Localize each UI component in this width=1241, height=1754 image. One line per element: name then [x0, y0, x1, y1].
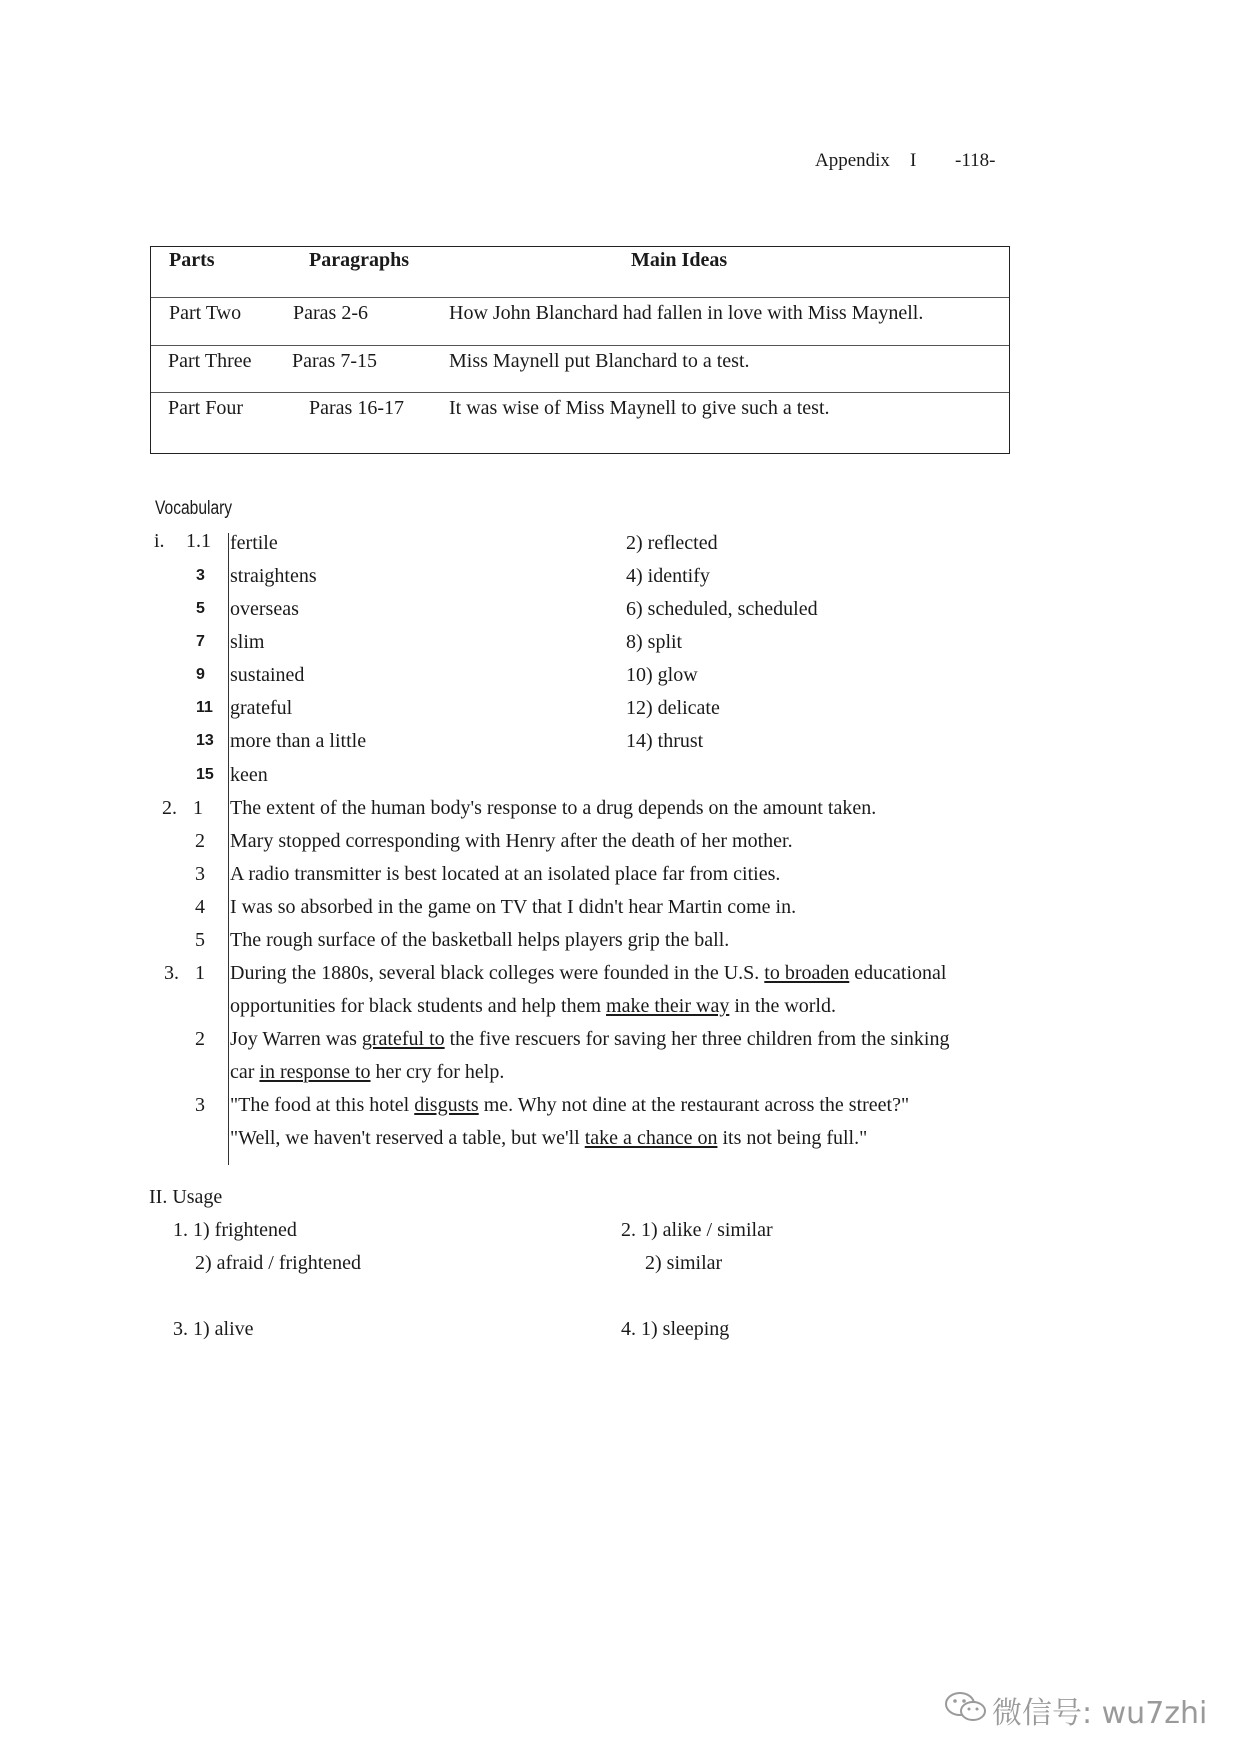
- table-cell-idea: Miss Maynell put Blanchard to a test.: [449, 350, 750, 372]
- sentence-text: The rough surface of the basketball helps players grip the ball.: [230, 929, 730, 951]
- vocabulary-title: Vocabulary: [155, 498, 233, 519]
- vocab-answer: overseas: [230, 598, 299, 620]
- header-section: Appendix: [815, 150, 890, 171]
- underlined-phrase: make their way: [606, 995, 730, 1017]
- main-ideas-table: [150, 246, 1010, 454]
- table-cell-paras: Paras 16-17: [309, 397, 404, 419]
- wechat-icon: [943, 1690, 989, 1724]
- vocab-section-label: 3.: [164, 962, 179, 984]
- vocab-answer: grateful: [230, 697, 293, 719]
- table-divider: [151, 297, 1009, 298]
- usage-answer: 1. 1) frightened: [173, 1219, 297, 1241]
- sentence-text: opportunities for black students and help them make their way in the world.: [230, 995, 836, 1017]
- table-header-paragraphs: Paragraphs: [309, 249, 409, 271]
- usage-answer: 2) afraid / frightened: [195, 1252, 362, 1274]
- sentence-number: 5: [195, 929, 205, 951]
- sentence-number: 3: [195, 863, 205, 885]
- table-header-parts: Parts: [169, 249, 215, 271]
- underlined-phrase: to broaden: [764, 962, 850, 984]
- vocab-answer: 6) scheduled, scheduled: [626, 598, 818, 620]
- underlined-phrase: grateful to: [361, 1028, 445, 1050]
- usage-answer: 3. 1) alive: [173, 1318, 254, 1340]
- sentence-text: Mary stopped corresponding with Henry after the death of her mother.: [230, 830, 793, 852]
- vocab-answer: 10) glow: [626, 664, 698, 686]
- header-roman: I: [910, 150, 917, 171]
- table-divider: [151, 392, 1009, 393]
- sentence-number: 2: [195, 830, 205, 852]
- table-cell-part: Part Two: [169, 302, 242, 324]
- vocab-item-number: 7: [196, 633, 205, 650]
- vocab-item-number: 11: [196, 699, 213, 716]
- vocab-section-label: 2.: [162, 797, 177, 819]
- usage-title: II. Usage: [149, 1186, 223, 1208]
- vocab-answer: slim: [230, 631, 265, 653]
- vocab-item-number: 3: [196, 567, 205, 584]
- table-cell-part: Part Three: [168, 350, 252, 372]
- underlined-phrase: disgusts: [414, 1094, 479, 1116]
- sentence-number: 3: [195, 1094, 205, 1116]
- sentence-number: 2: [195, 1028, 205, 1050]
- sentence-text: A radio transmitter is best located at an isolated place far from cities.: [230, 863, 781, 885]
- sentence-text: The extent of the human body's response to a drug depends on the amount taken.: [230, 797, 877, 819]
- table-header-main-ideas: Main Ideas: [631, 249, 728, 271]
- sentence-number: 4: [195, 896, 205, 918]
- underlined-phrase: in response to: [259, 1061, 371, 1083]
- vocab-item-number: 1.1: [186, 530, 211, 552]
- vocab-item-number: 15: [196, 766, 214, 783]
- table-cell-paras: Paras 7-15: [292, 350, 377, 372]
- vocab-answer: sustained: [230, 664, 305, 686]
- usage-answer: 4. 1) sleeping: [621, 1318, 730, 1340]
- vocab-item-number: 13: [196, 732, 214, 749]
- table-cell-part: Part Four: [168, 397, 243, 419]
- table-divider: [151, 345, 1009, 346]
- sentence-text: Joy Warren was grateful to the five rescuers for saving her three children from the sinking: [230, 1028, 950, 1050]
- sentence-text: "Well, we haven't reserved a table, but we'll take a chance on its not being full.": [230, 1127, 868, 1149]
- vocab-answer: 8) split: [626, 631, 683, 653]
- sentence-text: I was so absorbed in the game on TV that I didn't hear Martin come in.: [230, 896, 797, 918]
- watermark-text: 微信号: wu7zhi: [992, 1696, 1208, 1731]
- vocab-answer: 12) delicate: [626, 697, 720, 719]
- vocab-answer: fertile: [230, 532, 278, 554]
- vocabulary-rule: [228, 533, 229, 1165]
- page-number: -118-: [955, 150, 996, 171]
- sentence-text: car in response to her cry for help.: [230, 1061, 505, 1083]
- vocab-item-number: 9: [196, 666, 205, 683]
- underlined-phrase: take a chance on: [584, 1127, 718, 1149]
- vocab-answer: straightens: [230, 565, 317, 587]
- usage-answer: 2) similar: [645, 1252, 723, 1274]
- vocab-answer: more than a little: [230, 730, 367, 752]
- vocab-answer: 14) thrust: [626, 730, 704, 752]
- usage-answer: 2. 1) alike / similar: [621, 1219, 773, 1241]
- table-cell-idea: How John Blanchard had fallen in love with Miss Maynell.: [449, 302, 924, 324]
- sentence-text: "The food at this hotel disgusts me. Why not dine at the restaurant across the street?": [230, 1094, 910, 1116]
- sentence-text: During the 1880s, several black colleges were founded in the U.S. to broaden educational: [230, 962, 947, 984]
- vocab-item-number: 5: [196, 600, 205, 617]
- sentence-number: 1: [193, 797, 203, 819]
- vocab-answer: 4) identify: [626, 565, 710, 587]
- vocab-answer: 2) reflected: [626, 532, 718, 554]
- sentence-number: 1: [195, 962, 205, 984]
- vocab-section-label: i.: [154, 530, 165, 552]
- vocab-answer: keen: [230, 764, 268, 786]
- table-cell-paras: Paras 2-6: [293, 302, 368, 324]
- table-cell-idea: It was wise of Miss Maynell to give such a test.: [449, 397, 830, 419]
